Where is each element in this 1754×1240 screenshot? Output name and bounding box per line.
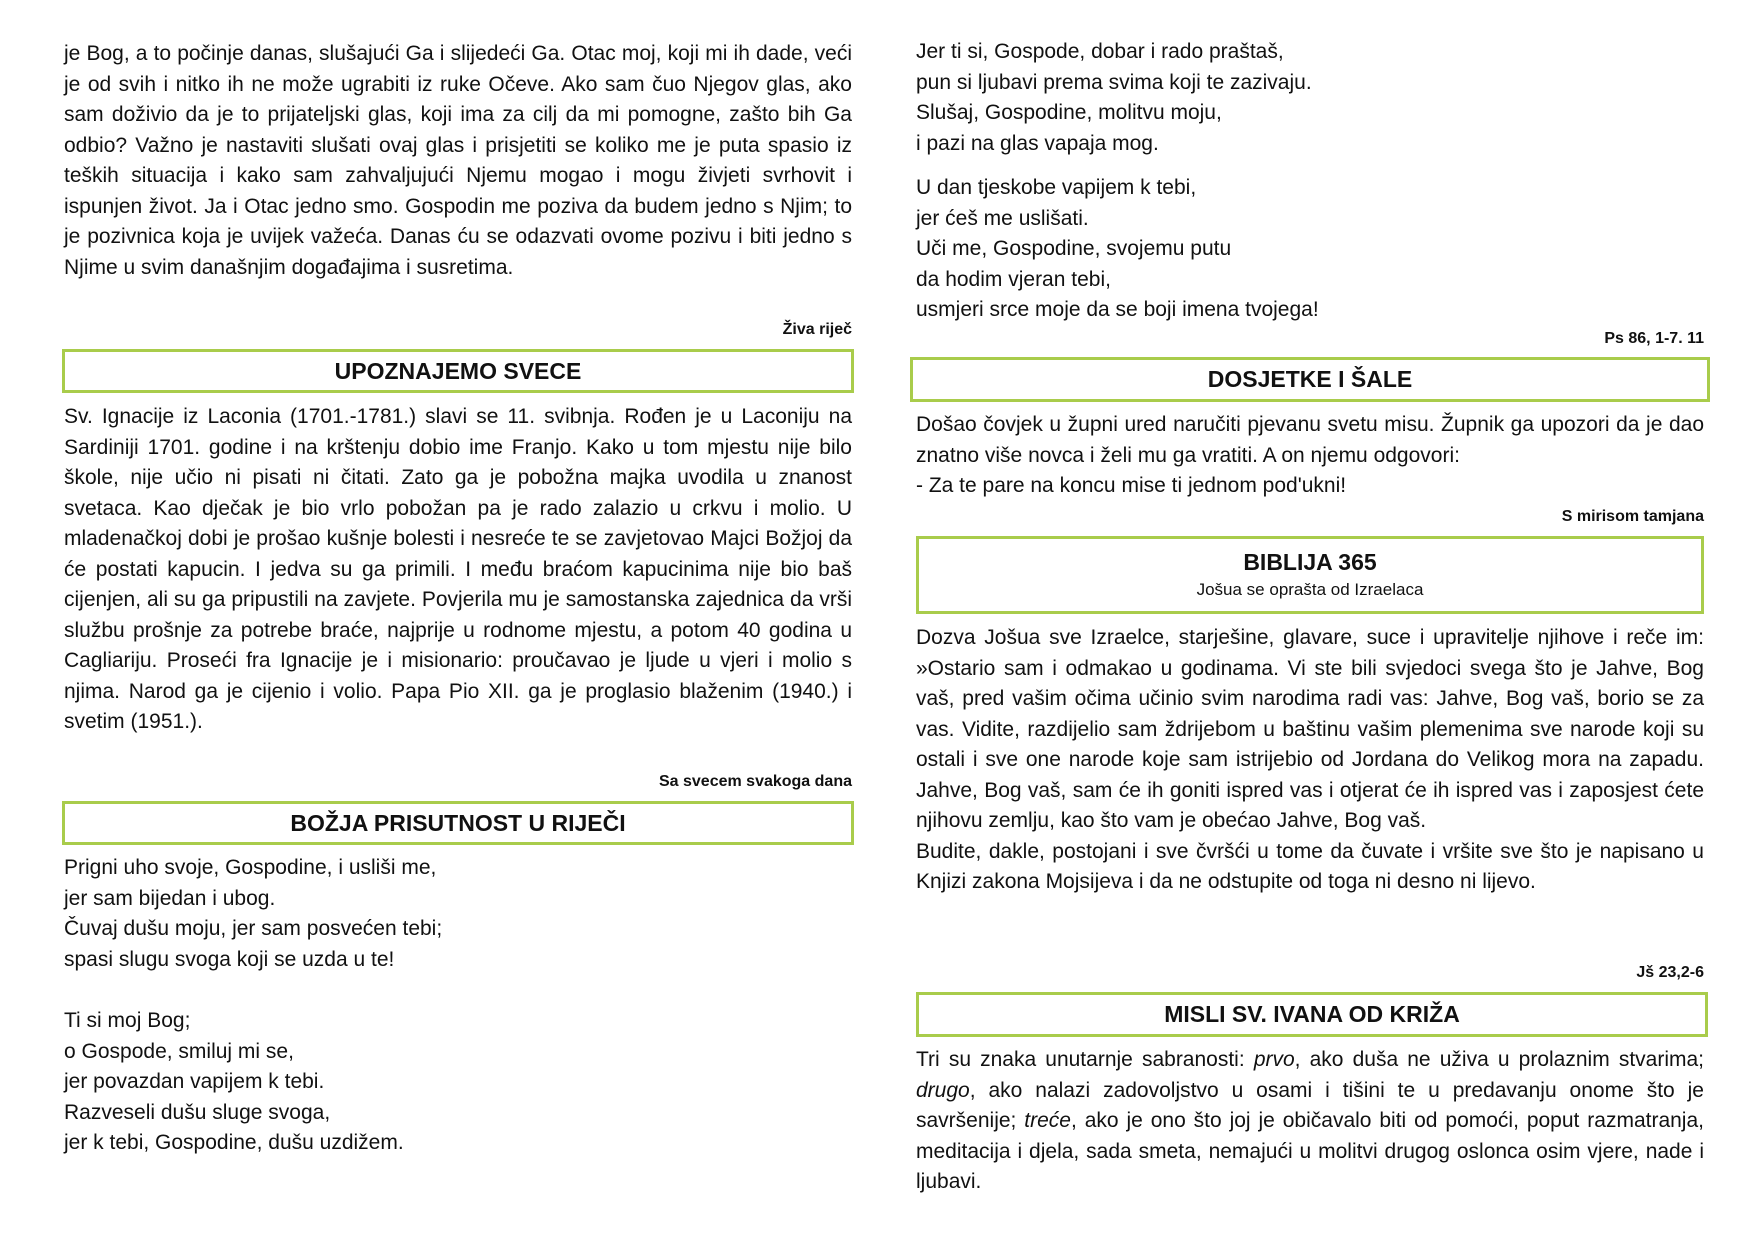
bible-title: BIBLIJA 365 bbox=[1243, 549, 1377, 575]
verse-line: jer povazdan vapijem k tebi. bbox=[64, 1070, 325, 1093]
intro-paragraph: je Bog, a to počinje danas, slušajući Ga i slijedeći Ga. Otac moj, koji mi ih dade, veći je od svih i nitko ih ne može ugrabiti iz ruke Očeve. Ako sam čuo Njegov glas, ako sam doživio da je to prijateljski glas, koji ima za cilj da mi pomogne, zašto bih Ga odbio? Važno je nastaviti slušati ovaj glas i prisjetiti se koliko me je puta spasio iz teških situacija i kako sam zahvaljujući Njemu mogao i mogu živjeti svrhovit i ispunjen život. Ja i Otac jedno smo. Gospodin me poziva da budem jedno s Njim; to je pozivnica koja je uvijek važeća. Danas ću se odazvati ovome pozivu i biti jedno s Njime u svim današnjim događajima i susretima. bbox=[64, 42, 852, 279]
jokes-title: DOSJETKE I ŠALE bbox=[1207, 366, 1413, 392]
verse-line: i pazi na glas vapaja mog. bbox=[916, 131, 1159, 155]
bible-source: Jš 23,2-6 bbox=[1636, 964, 1704, 981]
bible-paragraph-1: Dozva Jošua sve Izraelce, starješine, glavare, suce i upravitelje njihove i reče im: »Ostario sam i odmakao u godinama. Vi ste bili svjedoci svega što je Jahve, Bog vaš, pred vašim očima učinio svim narodima radi vas: Jahve, Bog vaš, borio se za vas. Vidite, razdijelio sam ždrijebom u baštinu vašim plemenima sve narode koji su ostali i sve one narode koje sam istrijebio od Jordana do Velikog mora na zapadu. Jahve, Bog vaš, sam će ih goniti ispred vas i otjerat će ih ispred vas i zaposjest ćete njihovu zemlju, kao što vam je obećao Jahve, Bog vaš. bbox=[916, 626, 1704, 832]
bible-text bbox=[916, 623, 1704, 898]
thoughts-emphasis: drugo bbox=[916, 1078, 970, 1102]
presence-stanza-1 bbox=[64, 853, 852, 975]
thoughts-text: , ako je ono što joj je običavalo biti od pomoći, poput razmatranja, meditacija i djela, sada smeta, nemajući u molitvi drugog oslonca osim vjere, nade i ljubavi. bbox=[916, 1109, 1704, 1193]
saints-source: Sa svecem svakoga dana bbox=[658, 773, 852, 790]
bible-paragraph-2: Budite, dakle, postojani i sve čvršći u tome da čuvate i vršite sve što je napisano u Knjizi zakona Mojsijeva i da ne odstupite od toga ni desno ni lijevo. bbox=[916, 839, 1704, 893]
verse-line: jer k tebi, Gospodine, dušu uzdižem. bbox=[64, 1131, 404, 1154]
thoughts-text: Tri su znaka unutarnje sabranosti: bbox=[916, 1048, 1254, 1071]
psalm-stanza-1 bbox=[916, 37, 1704, 159]
verse-line: Prigni uho svoje, Gospodine, i usliši me, bbox=[64, 856, 437, 879]
bible-section-header bbox=[916, 536, 1704, 614]
presence-stanza-2 bbox=[64, 1006, 852, 1159]
presence-section-header bbox=[62, 801, 854, 845]
verse-line: da hodim vjeran tebi, bbox=[916, 267, 1111, 291]
verse-line: U dan tjeskobe vapijem k tebi, bbox=[916, 176, 1197, 199]
presence-title: BOŽJA PRISUTNOST U RIJEČI bbox=[290, 810, 626, 836]
verse-line: spasi slugu svoga koji se uzda u te! bbox=[64, 947, 395, 971]
jokes-source: S mirisom tamjana bbox=[1561, 508, 1704, 525]
jokes-text bbox=[916, 410, 1704, 502]
verse-line: Ti si moj Bog; bbox=[64, 1009, 191, 1032]
verse-line: Čuvaj dušu moju, jer sam posvećen tebi; bbox=[64, 917, 443, 940]
verse-line: jer ćeš me uslišati. bbox=[916, 206, 1089, 230]
psalm-source: Ps 86, 1-7. 11 bbox=[1604, 330, 1704, 347]
thoughts-text: , ako duša ne uživa u prolaznim stvarima; bbox=[1294, 1048, 1704, 1071]
thoughts-emphasis: prvo bbox=[1253, 1048, 1295, 1071]
thoughts-paragraph bbox=[916, 1045, 1704, 1198]
saints-paragraph: Sv. Ignacije iz Laconia (1701.-1781.) slavi se 11. svibnja. Rođen je u Laconiju na Sardiniji 1701. godine i na krštenju dobio ime Franjo. Kako u tom mjestu nije bilo škole, nije učio ni pisati ni čitati. Zato ga je pobožna majka uvodila u znanost svetaca. Kao dječak je bio vrlo pobožan pa je rado zalazio u crkvu i molio. U mladenačkoj dobi je prošao kušnje bolesti i nesreće te se zavjetovao Majci Božjoj da će postati kapucin. I jedva su ga primili. I među braćom kapucinima nije bio baš cijenjen, ali su ga pripustili na zavjete. Povjerila mu je samostanska zajednica da vrši službu prošnje za potrebe braće, najprije u rodnome mjestu, a potom 40 godina u Cagliariju. Proseći fra Ignacije je i misionario: proučavao je ljude u vjeri i molio s njima. Narod ga je cijenio i volio. Papa Pio XII. ga je proglasio blaženim (1940.) i svetim (1951.). bbox=[64, 405, 852, 733]
verse-line: Slušaj, Gospodine, molitvu moju, bbox=[916, 101, 1222, 124]
verse-line: o Gospode, smiluj mi se, bbox=[64, 1039, 294, 1063]
joke-line: - Za te pare na koncu mise ti jednom pod'ukni! bbox=[916, 474, 1347, 497]
joke-line: Došao čovjek u župni ured naručiti pjevanu svetu misu. Župnik ga upozori da je dao znatno više novca i želi mu ga vratiti. A on njemu odgovori: bbox=[916, 413, 1704, 467]
thoughts-section-header bbox=[916, 992, 1708, 1037]
thoughts-text: , ako nalazi zadovoljstvo u osami i tišini te u predavanju onome što je savršenije; bbox=[916, 1078, 1704, 1132]
verse-line: jer sam bijedan i ubog. bbox=[64, 886, 276, 910]
thoughts-emphasis: treće bbox=[1024, 1109, 1071, 1132]
verse-line: Jer ti si, Gospode, dobar i rado praštaš, bbox=[916, 40, 1284, 63]
saints-title: UPOZNAJEMO SVECE bbox=[334, 358, 582, 384]
jokes-section-header bbox=[910, 357, 1710, 402]
thoughts-title: MISLI SV. IVANA OD KRIŽA bbox=[1164, 1001, 1460, 1027]
psalm-stanza-2 bbox=[916, 173, 1704, 326]
verse-line: pun si ljubavi prema svima koji te zazivaju. bbox=[916, 70, 1312, 94]
saints-section-header bbox=[62, 349, 854, 393]
bible-subtitle: Jošua se oprašta od Izraelaca bbox=[1196, 580, 1424, 599]
verse-line: Uči me, Gospodine, svojemu putu bbox=[916, 237, 1232, 260]
intro-source: Živa riječ bbox=[782, 321, 852, 338]
verse-line: Razveseli dušu sluge svoga, bbox=[64, 1100, 331, 1124]
verse-line: usmjeri srce moje da se boji imena tvojega! bbox=[916, 298, 1319, 321]
